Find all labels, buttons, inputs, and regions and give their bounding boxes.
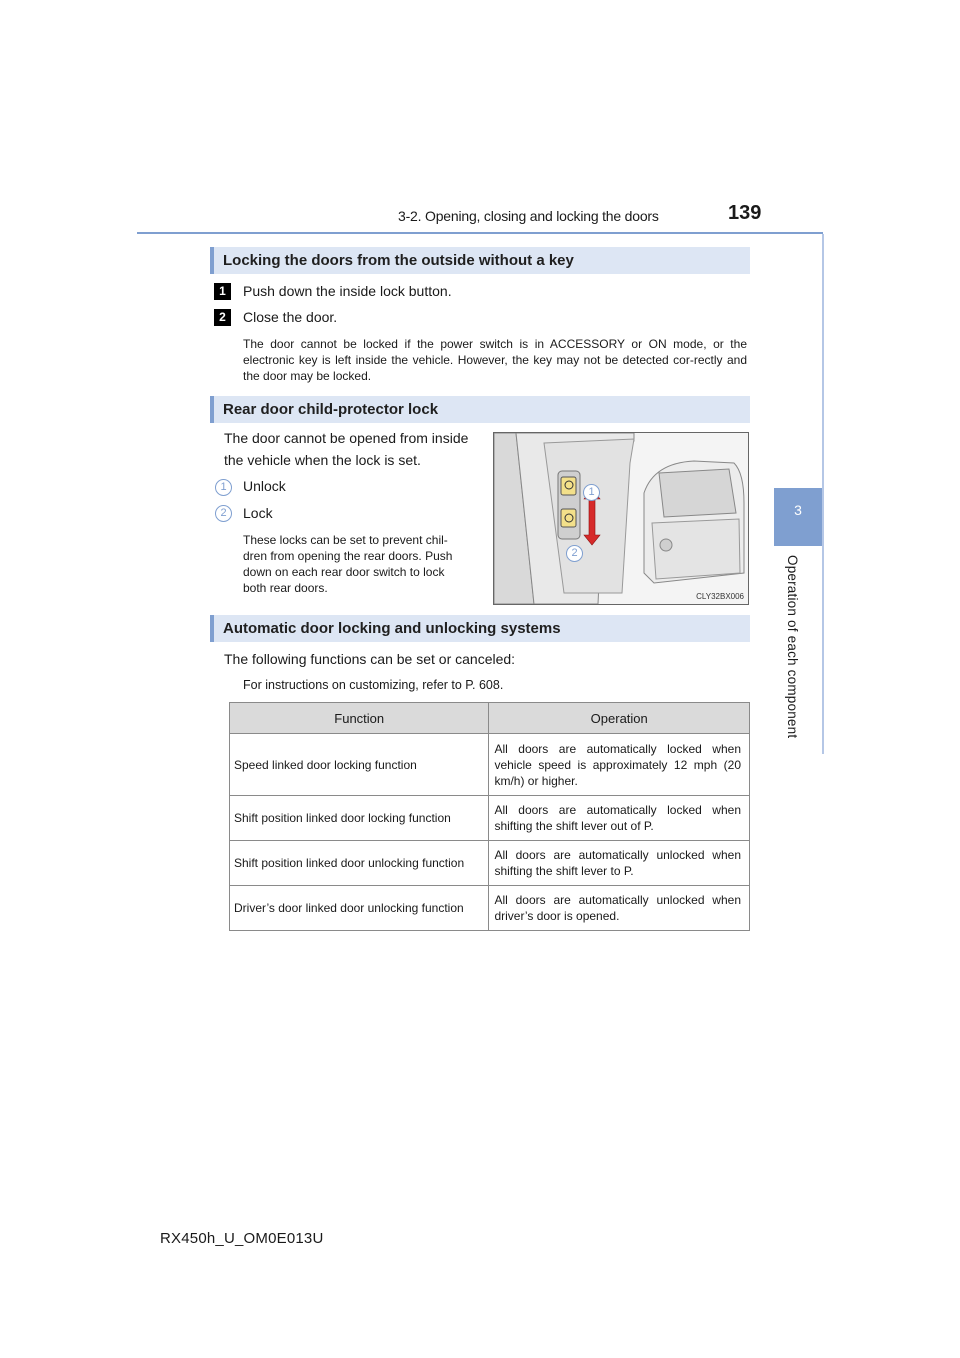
figure-callout-1: 1 xyxy=(583,484,600,501)
item-marker-lock: 2 xyxy=(215,505,232,522)
page-number: 139 xyxy=(728,202,762,224)
table-row xyxy=(230,886,750,931)
side-rule xyxy=(822,234,824,754)
child-lock-note-line: These locks can be set to prevent chil- xyxy=(243,533,448,547)
table-cell-operation: All doors are automatically locked when shifting the shift lever out of P. xyxy=(489,796,750,841)
figure-callout-2: 2 xyxy=(566,545,583,562)
table-row xyxy=(230,841,750,886)
table-header-operation: Operation xyxy=(489,703,750,734)
item-text-unlock: Unlock xyxy=(243,478,286,494)
table-cell-function: Speed linked door locking function xyxy=(230,734,489,796)
child-lock-note-line: dren from opening the rear doors. Push xyxy=(243,549,453,563)
document-code: RX450h_U_OM0E013U xyxy=(160,1230,324,1247)
child-lock-intro-line2: the vehicle when the lock is set. xyxy=(224,452,421,468)
table-cell-function: Driver’s door linked door unlocking function xyxy=(230,886,489,931)
table-cell-operation: All doors are automatically unlocked when shifting the shift lever to P. xyxy=(489,841,750,886)
section-heading-auto-lock: Automatic door locking and unlocking systems xyxy=(210,615,750,642)
child-lock-intro-line1: The door cannot be opened from inside xyxy=(224,430,469,446)
step-marker-2: 2 xyxy=(214,309,231,326)
step-text-1: Push down the inside lock button. xyxy=(243,283,452,299)
section-heading-locking-outside: Locking the doors from the outside without a key xyxy=(210,247,750,274)
auto-lock-intro: The following functions can be set or canceled: xyxy=(224,651,516,667)
item-marker-unlock: 1 xyxy=(215,479,232,496)
auto-lock-sub-note: For instructions on customizing, refer to P. 608. xyxy=(243,678,504,692)
locking-note: The door cannot be locked if the power switch is in ACCESSORY or ON mode, or the electronic key is left inside the vehicle. However, the key may not be detected cor-rectly and the door may be locked. xyxy=(243,337,747,383)
table-header-function: Function xyxy=(230,703,489,734)
table-row xyxy=(230,796,750,841)
table-cell-operation: All doors are automatically unlocked when driver’s door is opened. xyxy=(489,886,750,931)
item-text-lock: Lock xyxy=(243,505,273,521)
running-header-title: 3-2. Opening, closing and locking the doors xyxy=(398,208,659,224)
chapter-title: Operation of each component xyxy=(785,555,800,739)
table-cell-operation: All doors are automatically locked when vehicle speed is approximately 12 mph (20 km/h) or higher. xyxy=(489,734,750,796)
step-marker-1: 1 xyxy=(214,283,231,300)
door-drawing xyxy=(494,433,748,604)
step-text-2: Close the door. xyxy=(243,309,338,325)
child-lock-note-line: down on each rear door switch to lock xyxy=(243,565,445,579)
header-rule xyxy=(137,232,823,234)
table-row xyxy=(230,734,750,796)
table-cell-function: Shift position linked door unlocking function xyxy=(230,841,489,886)
child-lock-note xyxy=(243,532,481,596)
table-header-row xyxy=(230,703,750,734)
child-lock-note-line: both rear doors. xyxy=(243,581,328,595)
functions-table xyxy=(229,702,750,931)
table-cell-function: Shift position linked door locking function xyxy=(230,796,489,841)
figure-code: CLY32BX006 xyxy=(696,592,744,601)
chapter-number: 3 xyxy=(794,502,802,518)
child-lock-illustration xyxy=(493,432,749,605)
section-heading-child-lock: Rear door child-protector lock xyxy=(210,396,750,423)
